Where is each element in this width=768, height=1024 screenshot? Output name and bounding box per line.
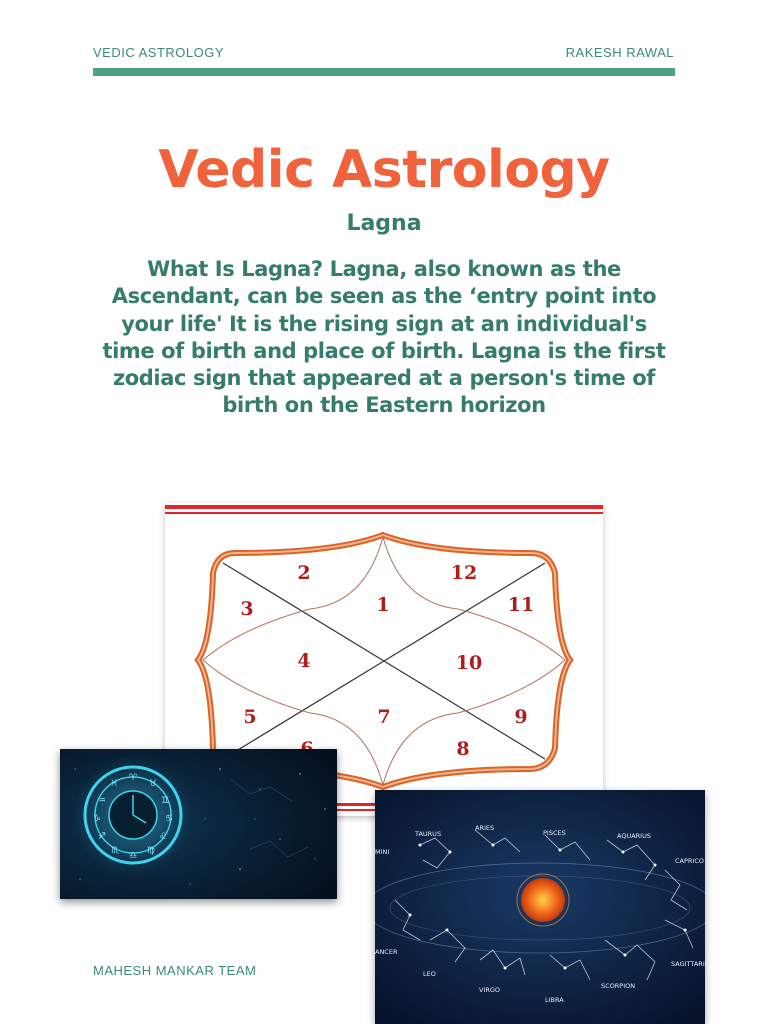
page-subtitle: Lagna [346,211,422,236]
house-number: 2 [297,562,311,584]
svg-text:♉: ♉ [148,779,158,789]
constellation-label: LEO [423,970,436,978]
constellation-label: ARIES [475,824,495,832]
constellation-label: VIRGO [479,986,501,994]
constellation-label: TAURUS [415,830,442,838]
body-paragraph: What Is Lagna? Lagna, also known as the Ascendant, can be seen as the ‘entry point into your life' It is the rising sign at an individual's time of birth and place of birth. Lagna is the first zodiac sign that appeared at a person's time of birth on the Eastern horizon [102,257,666,418]
house-number: 5 [243,706,257,728]
constellation-label: ANCER [375,948,398,956]
svg-text:♏: ♏ [110,846,120,856]
constellation-label: CAPRICO [675,857,704,865]
header-right-text: RAKESH RAWAL [565,45,674,60]
house-number: 10 [455,652,483,674]
house-number: 12 [450,562,478,584]
svg-text:♈: ♈ [128,773,138,783]
header-divider [93,68,675,76]
constellation-label: LIBRA [545,996,564,1004]
svg-text:♎: ♎ [128,851,138,861]
svg-text:♍: ♍ [146,846,156,856]
house-number: 7 [377,706,391,728]
svg-text:♐: ♐ [97,832,107,842]
header-left-text: VEDIC ASTROLOGY [93,45,225,60]
svg-text:♑: ♑ [92,814,102,824]
footer-text: MAHESH MANKAR TEAM [93,963,257,978]
svg-text:♌: ♌ [158,832,168,842]
zodiac-sky-image [375,790,705,1024]
svg-text:♓: ♓ [109,779,119,789]
constellation-label: SAGITTARI [671,960,705,968]
house-number: 11 [507,594,535,616]
house-number: 3 [240,598,254,620]
constellation-label: SCORPION [601,982,636,990]
zodiac-clock-image [60,749,337,899]
constellation-label: MINI [375,848,390,856]
svg-text:♊: ♊ [160,796,170,806]
house-number: 4 [297,650,311,672]
page-title: Vedic Astrology [158,140,610,200]
svg-text:♋: ♋ [164,814,174,824]
constellation-label: AQUARIUS [617,832,651,840]
house-number: 9 [514,706,528,728]
house-number: 8 [456,738,470,760]
house-number: 1 [376,594,390,616]
constellation-label: PISCES [543,829,566,837]
svg-text:♒: ♒ [97,796,107,806]
